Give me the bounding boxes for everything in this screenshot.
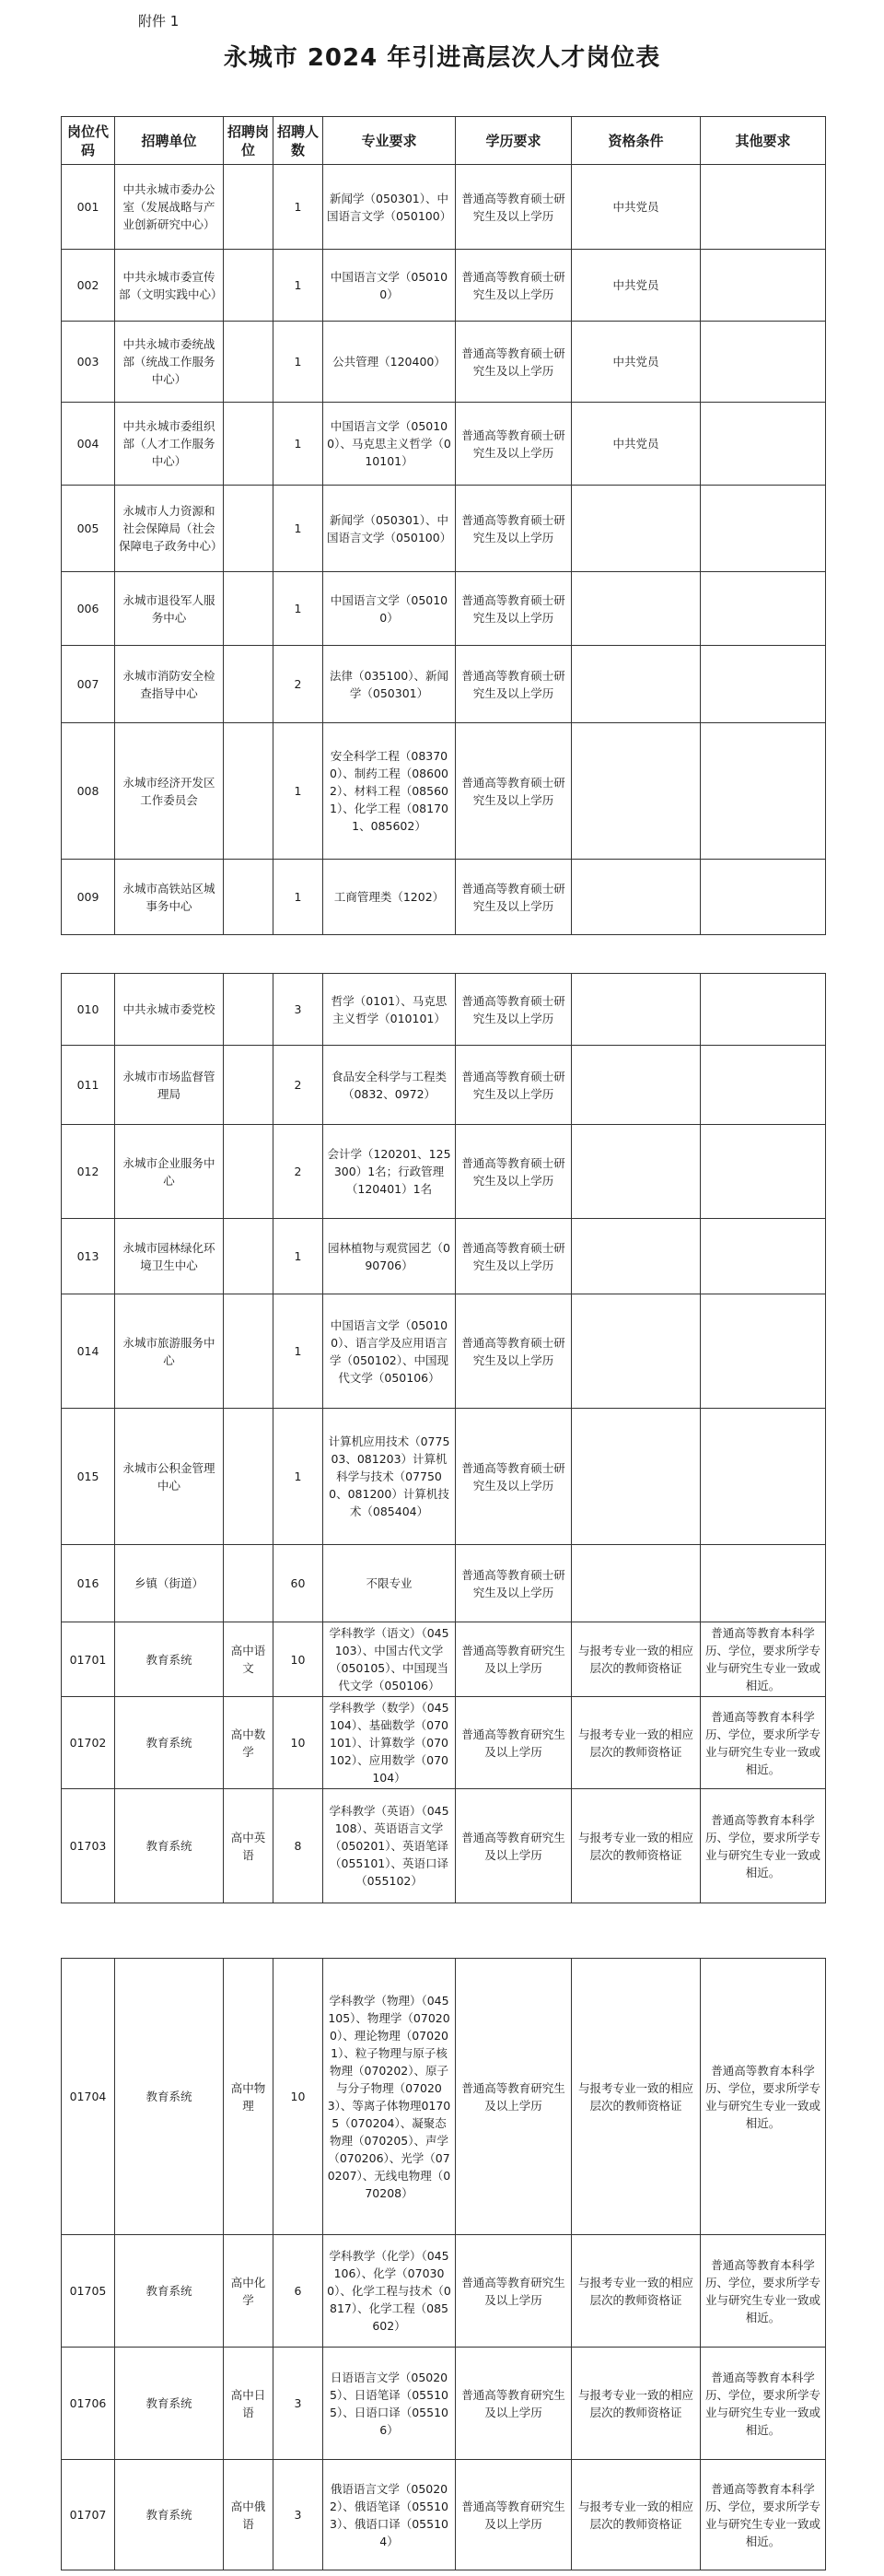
cell-other xyxy=(701,723,826,860)
cell-code: 011 xyxy=(62,1046,115,1125)
cell-post xyxy=(224,572,273,646)
cell-major: 新闻学（050301）、中国语言文学（050100） xyxy=(323,165,456,250)
cell-other xyxy=(701,1409,826,1545)
cell-count: 1 xyxy=(273,250,323,322)
cell-count: 1 xyxy=(273,403,323,486)
cell-education: 普通高等教育硕士研究生及以上学历 xyxy=(456,1409,572,1545)
cell-unit: 永城市消防安全检查指导中心 xyxy=(115,646,224,723)
table-row xyxy=(62,1697,826,1789)
column-header: 专业要求 xyxy=(323,117,456,165)
cell-major: 新闻学（050301）、中国语言文学（050100） xyxy=(323,486,456,572)
cell-count: 3 xyxy=(273,2348,323,2460)
cell-qualification: 与报考专业一致的相应层次的教师资格证 xyxy=(572,1697,701,1789)
cell-post xyxy=(224,1219,273,1294)
cell-count: 1 xyxy=(273,322,323,403)
table-row xyxy=(62,165,826,250)
cell-count: 1 xyxy=(273,860,323,935)
cell-other: 普通高等教育本科学历、学位，要求所学专业与研究生专业一致或相近。 xyxy=(701,2460,826,2570)
cell-code: 009 xyxy=(62,860,115,935)
cell-qualification xyxy=(572,860,701,935)
cell-qualification xyxy=(572,1409,701,1545)
cell-other xyxy=(701,1294,826,1409)
cell-code: 01706 xyxy=(62,2348,115,2460)
cell-count: 6 xyxy=(273,2235,323,2348)
cell-major: 不限专业 xyxy=(323,1545,456,1622)
cell-code: 013 xyxy=(62,1219,115,1294)
cell-education: 普通高等教育硕士研究生及以上学历 xyxy=(456,646,572,723)
table-row xyxy=(62,646,826,723)
cell-post xyxy=(224,486,273,572)
cell-other xyxy=(701,646,826,723)
cell-code: 005 xyxy=(62,486,115,572)
cell-count: 1 xyxy=(273,1409,323,1545)
cell-code: 003 xyxy=(62,322,115,403)
cell-code: 001 xyxy=(62,165,115,250)
table-row xyxy=(62,860,826,935)
cell-post xyxy=(224,403,273,486)
cell-education: 普通高等教育硕士研究生及以上学历 xyxy=(456,403,572,486)
cell-qualification: 中共党员 xyxy=(572,165,701,250)
cell-count: 8 xyxy=(273,1789,323,1903)
cell-qualification xyxy=(572,1219,701,1294)
cell-major: 计算机应用技术（077503、081203）计算机科学与技术（077500、081200）计算机技术（085404） xyxy=(323,1409,456,1545)
cell-qualification xyxy=(572,646,701,723)
cell-code: 004 xyxy=(62,403,115,486)
cell-major: 学科教学（数学）（045104）、基础数学（070101）、计算数学（070102）、应用数学（070104） xyxy=(323,1697,456,1789)
column-header: 岗位代码 xyxy=(62,117,115,165)
cell-post: 高中物理 xyxy=(224,1959,273,2235)
table-row xyxy=(62,1789,826,1903)
cell-post: 高中数学 xyxy=(224,1697,273,1789)
column-header: 资格条件 xyxy=(572,117,701,165)
cell-major: 中国语言文学（050100）、马克思主义哲学（010101） xyxy=(323,403,456,486)
cell-education: 普通高等教育硕士研究生及以上学历 xyxy=(456,572,572,646)
cell-major: 工商管理类（1202） xyxy=(323,860,456,935)
cell-unit: 中共永城市委组织部（人才工作服务中心） xyxy=(115,403,224,486)
cell-education: 普通高等教育硕士研究生及以上学历 xyxy=(456,723,572,860)
cell-education: 普通高等教育研究生及以上学历 xyxy=(456,2348,572,2460)
cell-other xyxy=(701,403,826,486)
cell-major: 中国语言文学（050100） xyxy=(323,250,456,322)
cell-unit: 永城市公积金管理中心 xyxy=(115,1409,224,1545)
cell-unit: 教育系统 xyxy=(115,2460,224,2570)
cell-major: 俄语语言文学（050202）、俄语笔译（055103）、俄语口译（055104） xyxy=(323,2460,456,2570)
cell-qualification: 与报考专业一致的相应层次的教师资格证 xyxy=(572,1959,701,2235)
cell-major: 法律（035100）、新闻学（050301） xyxy=(323,646,456,723)
cell-count: 2 xyxy=(273,646,323,723)
cell-major: 安全科学工程（083700）、制药工程（086002）、材料工程（085601）、化学工程（081701、085602） xyxy=(323,723,456,860)
table-row xyxy=(62,1219,826,1294)
table-row xyxy=(62,1046,826,1125)
cell-education: 普通高等教育硕士研究生及以上学历 xyxy=(456,1046,572,1125)
cell-post xyxy=(224,1545,273,1622)
cell-unit: 乡镇（街道） xyxy=(115,1545,224,1622)
cell-major: 会计学（120201、125300）1名；行政管理（120401）1名 xyxy=(323,1125,456,1219)
cell-code: 01701 xyxy=(62,1622,115,1697)
cell-code: 01702 xyxy=(62,1697,115,1789)
cell-unit: 中共永城市委统战部（统战工作服务中心） xyxy=(115,322,224,403)
cell-major: 学科教学（语文）（045103）、中国古代文学（050105）、中国现当代文学（050106） xyxy=(323,1622,456,1697)
cell-major: 学科教学（物理）（045105）、物理学（070200）、理论物理（070201）、粒子物理与原子核物理（070202）、原子与分子物理（070203）、等离子体物理01705（070204）、凝聚态物理（070205）、声学（070206）、光学（070207）、无线电物理（070208） xyxy=(323,1959,456,2235)
cell-other xyxy=(701,572,826,646)
cell-unit: 永城市企业服务中心 xyxy=(115,1125,224,1219)
cell-other: 普通高等教育本科学历、学位，要求所学专业与研究生专业一致或相近。 xyxy=(701,2348,826,2460)
cell-qualification xyxy=(572,572,701,646)
cell-unit: 永城市旅游服务中心 xyxy=(115,1294,224,1409)
cell-qualification: 与报考专业一致的相应层次的教师资格证 xyxy=(572,1622,701,1697)
attachment-label: 附件 1 xyxy=(138,13,180,29)
table-row xyxy=(62,1409,826,1545)
cell-unit: 永城市退役军人服务中心 xyxy=(115,572,224,646)
cell-unit: 永城市市场监督管理局 xyxy=(115,1046,224,1125)
cell-post xyxy=(224,974,273,1046)
cell-education: 普通高等教育硕士研究生及以上学历 xyxy=(456,322,572,403)
table-row xyxy=(62,2348,826,2460)
table-row xyxy=(62,322,826,403)
cell-count: 60 xyxy=(273,1545,323,1622)
cell-other: 普通高等教育本科学历、学位，要求所学专业与研究生专业一致或相近。 xyxy=(701,1622,826,1697)
table-row xyxy=(62,974,826,1046)
cell-unit: 永城市经济开发区工作委员会 xyxy=(115,723,224,860)
cell-other xyxy=(701,1125,826,1219)
cell-post xyxy=(224,646,273,723)
table-row xyxy=(62,486,826,572)
header-row xyxy=(62,117,826,165)
cell-other xyxy=(701,322,826,403)
column-header: 招聘人数 xyxy=(273,117,323,165)
cell-major: 食品安全科学与工程类（0832、0972） xyxy=(323,1046,456,1125)
cell-unit: 教育系统 xyxy=(115,1789,224,1903)
cell-major: 中国语言文学（050100）、语言学及应用语言学（050102）、中国现代文学（050106） xyxy=(323,1294,456,1409)
table-row xyxy=(62,250,826,322)
cell-post: 高中俄语 xyxy=(224,2460,273,2570)
cell-count: 1 xyxy=(273,572,323,646)
cell-code: 006 xyxy=(62,572,115,646)
cell-major: 哲学（0101）、马克思主义哲学（010101） xyxy=(323,974,456,1046)
cell-other xyxy=(701,860,826,935)
cell-count: 2 xyxy=(273,1046,323,1125)
table-row xyxy=(62,572,826,646)
cell-code: 007 xyxy=(62,646,115,723)
cell-major: 学科教学（化学）（045106）、化学（070300）、化学工程与技术（0817）、化学工程（085602） xyxy=(323,2235,456,2348)
cell-unit: 教育系统 xyxy=(115,1622,224,1697)
cell-major: 公共管理（120400） xyxy=(323,322,456,403)
column-header: 招聘岗位 xyxy=(224,117,273,165)
cell-count: 10 xyxy=(273,1697,323,1789)
cell-code: 008 xyxy=(62,723,115,860)
cell-code: 01707 xyxy=(62,2460,115,2570)
cell-count: 10 xyxy=(273,1622,323,1697)
job-table-part-2 xyxy=(61,973,826,1903)
table-row xyxy=(62,1125,826,1219)
cell-code: 002 xyxy=(62,250,115,322)
cell-count: 10 xyxy=(273,1959,323,2235)
cell-post: 高中语文 xyxy=(224,1622,273,1697)
table-row xyxy=(62,1622,826,1697)
table-row xyxy=(62,403,826,486)
cell-unit: 中共永城市委宣传部（文明实践中心） xyxy=(115,250,224,322)
cell-education: 普通高等教育研究生及以上学历 xyxy=(456,1959,572,2235)
cell-major: 学科教学（英语）（045108）、英语语言文学（050201）、英语笔译（055101）、英语口译（055102） xyxy=(323,1789,456,1903)
cell-post xyxy=(224,1409,273,1545)
cell-unit: 永城市高铁站区城事务中心 xyxy=(115,860,224,935)
table-row xyxy=(62,723,826,860)
cell-education: 普通高等教育研究生及以上学历 xyxy=(456,2460,572,2570)
cell-education: 普通高等教育研究生及以上学历 xyxy=(456,1622,572,1697)
cell-post xyxy=(224,165,273,250)
cell-qualification: 与报考专业一致的相应层次的教师资格证 xyxy=(572,2460,701,2570)
cell-qualification: 中共党员 xyxy=(572,322,701,403)
cell-count: 1 xyxy=(273,723,323,860)
cell-code: 015 xyxy=(62,1409,115,1545)
cell-other: 普通高等教育本科学历、学位，要求所学专业与研究生专业一致或相近。 xyxy=(701,2235,826,2348)
cell-education: 普通高等教育研究生及以上学历 xyxy=(456,1789,572,1903)
cell-count: 3 xyxy=(273,2460,323,2570)
cell-education: 普通高等教育研究生及以上学历 xyxy=(456,2235,572,2348)
cell-qualification: 中共党员 xyxy=(572,250,701,322)
job-table-part-1 xyxy=(61,116,826,935)
cell-code: 012 xyxy=(62,1125,115,1219)
cell-post xyxy=(224,723,273,860)
table-row xyxy=(62,1294,826,1409)
cell-qualification xyxy=(572,1046,701,1125)
page-title: 永城市 2024 年引进高层次人才岗位表 xyxy=(223,44,661,72)
cell-other xyxy=(701,1046,826,1125)
cell-qualification xyxy=(572,486,701,572)
cell-post xyxy=(224,1294,273,1409)
cell-post: 高中化学 xyxy=(224,2235,273,2348)
cell-education: 普通高等教育硕士研究生及以上学历 xyxy=(456,860,572,935)
cell-code: 01703 xyxy=(62,1789,115,1903)
cell-unit: 永城市园林绿化环境卫生中心 xyxy=(115,1219,224,1294)
cell-other: 普通高等教育本科学历、学位，要求所学专业与研究生专业一致或相近。 xyxy=(701,1959,826,2235)
cell-other: 普通高等教育本科学历、学位，要求所学专业与研究生专业一致或相近。 xyxy=(701,1789,826,1903)
cell-post xyxy=(224,1046,273,1125)
cell-code: 016 xyxy=(62,1545,115,1622)
cell-other xyxy=(701,165,826,250)
cell-code: 014 xyxy=(62,1294,115,1409)
cell-other xyxy=(701,1545,826,1622)
cell-post xyxy=(224,1125,273,1219)
table-row xyxy=(62,1959,826,2235)
cell-unit: 教育系统 xyxy=(115,1697,224,1789)
column-header: 其他要求 xyxy=(701,117,826,165)
column-header: 学历要求 xyxy=(456,117,572,165)
cell-count: 1 xyxy=(273,1294,323,1409)
column-header: 招聘单位 xyxy=(115,117,224,165)
cell-other xyxy=(701,974,826,1046)
cell-education: 普通高等教育硕士研究生及以上学历 xyxy=(456,1125,572,1219)
cell-qualification xyxy=(572,1545,701,1622)
cell-other: 普通高等教育本科学历、学位，要求所学专业与研究生专业一致或相近。 xyxy=(701,1697,826,1789)
cell-qualification xyxy=(572,1125,701,1219)
cell-qualification xyxy=(572,1294,701,1409)
table-row xyxy=(62,1545,826,1622)
cell-unit: 中共永城市委党校 xyxy=(115,974,224,1046)
cell-major: 日语语言文学（050205）、日语笔译（055105）、日语口译（055106） xyxy=(323,2348,456,2460)
cell-post: 高中英语 xyxy=(224,1789,273,1903)
cell-major: 园林植物与观赏园艺（090706） xyxy=(323,1219,456,1294)
cell-post xyxy=(224,250,273,322)
table-row xyxy=(62,2235,826,2348)
cell-count: 2 xyxy=(273,1125,323,1219)
job-table-part-3 xyxy=(61,1958,826,2570)
cell-qualification: 与报考专业一致的相应层次的教师资格证 xyxy=(572,1789,701,1903)
cell-education: 普通高等教育硕士研究生及以上学历 xyxy=(456,250,572,322)
cell-qualification xyxy=(572,723,701,860)
cell-education: 普通高等教育硕士研究生及以上学历 xyxy=(456,1294,572,1409)
cell-unit: 中共永城市委办公室（发展战略与产业创新研究中心） xyxy=(115,165,224,250)
cell-other xyxy=(701,486,826,572)
cell-post: 高中日语 xyxy=(224,2348,273,2460)
cell-count: 1 xyxy=(273,486,323,572)
cell-education: 普通高等教育硕士研究生及以上学历 xyxy=(456,974,572,1046)
cell-major: 中国语言文学（050100） xyxy=(323,572,456,646)
cell-other xyxy=(701,250,826,322)
cell-post xyxy=(224,322,273,403)
cell-post xyxy=(224,860,273,935)
cell-unit: 教育系统 xyxy=(115,1959,224,2235)
cell-count: 1 xyxy=(273,1219,323,1294)
cell-education: 普通高等教育硕士研究生及以上学历 xyxy=(456,165,572,250)
cell-education: 普通高等教育研究生及以上学历 xyxy=(456,1697,572,1789)
cell-qualification: 与报考专业一致的相应层次的教师资格证 xyxy=(572,2348,701,2460)
cell-unit: 教育系统 xyxy=(115,2235,224,2348)
cell-code: 01704 xyxy=(62,1959,115,2235)
cell-count: 3 xyxy=(273,974,323,1046)
cell-qualification: 中共党员 xyxy=(572,403,701,486)
table-row xyxy=(62,2460,826,2570)
cell-qualification xyxy=(572,974,701,1046)
cell-education: 普通高等教育硕士研究生及以上学历 xyxy=(456,1545,572,1622)
cell-other xyxy=(701,1219,826,1294)
cell-unit: 永城市人力资源和社会保障局（社会保障电子政务中心） xyxy=(115,486,224,572)
cell-code: 010 xyxy=(62,974,115,1046)
cell-code: 01705 xyxy=(62,2235,115,2348)
cell-education: 普通高等教育硕士研究生及以上学历 xyxy=(456,1219,572,1294)
cell-count: 1 xyxy=(273,165,323,250)
cell-qualification: 与报考专业一致的相应层次的教师资格证 xyxy=(572,2235,701,2348)
cell-unit: 教育系统 xyxy=(115,2348,224,2460)
cell-education: 普通高等教育硕士研究生及以上学历 xyxy=(456,486,572,572)
